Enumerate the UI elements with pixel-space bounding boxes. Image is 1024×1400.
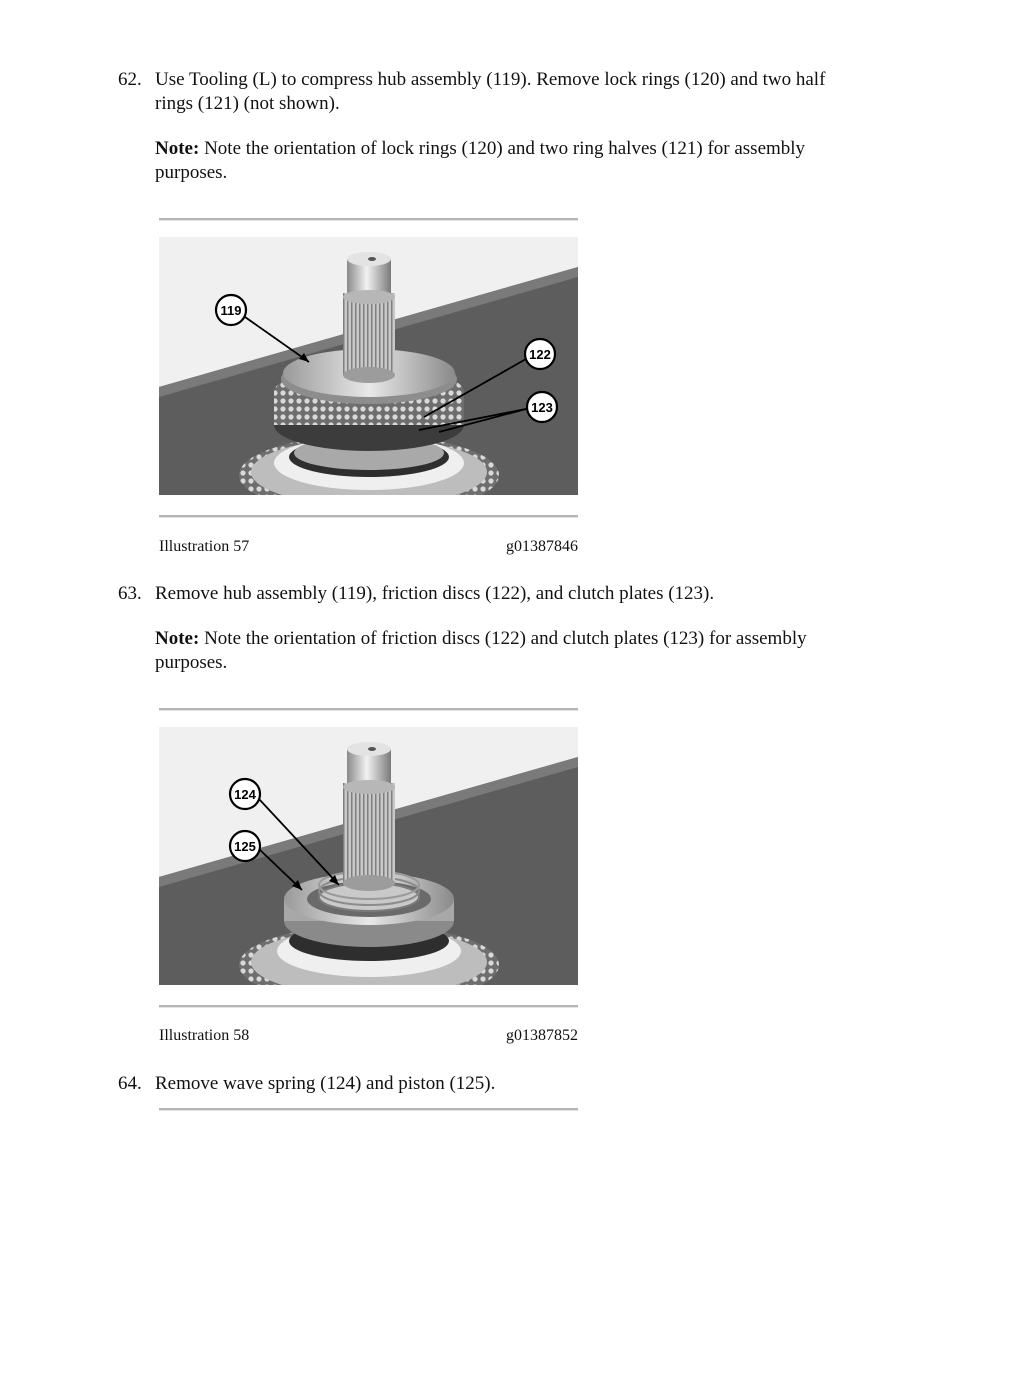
figure-top-rule <box>159 708 578 711</box>
svg-text:125: 125 <box>234 839 256 854</box>
callout-122 <box>525 339 555 369</box>
illustration-id: g01387852 <box>506 1027 578 1044</box>
callout-125 <box>230 831 260 861</box>
illustration-label: Illustration 58 <box>159 1027 250 1044</box>
figure-bottom-rule <box>159 515 578 518</box>
svg-text:119: 119 <box>220 303 242 318</box>
svg-text:123: 123 <box>531 400 553 415</box>
step-number: 62. <box>118 69 142 90</box>
step-text: Use Tooling (L) to compress hub assembly (119). Remove lock rings (120) and two half <box>155 69 826 90</box>
note-label: Note: <box>155 138 200 159</box>
step-text-continued: rings (121) (not shown). <box>155 93 340 114</box>
svg-text:122: 122 <box>529 347 551 362</box>
svg-text:124: 124 <box>234 787 256 802</box>
figure-bottom-rule <box>159 1005 578 1008</box>
step-text: Remove wave spring (124) and piston (125). <box>155 1073 496 1094</box>
note-63 <box>155 627 895 651</box>
callout-123 <box>527 392 557 422</box>
note-text-continued: purposes. <box>155 162 228 183</box>
callout-119 <box>216 295 246 325</box>
step-text: Remove hub assembly (119), friction discs (122), and clutch plates (123). <box>155 583 715 604</box>
illustration-57-image <box>159 237 578 495</box>
note-label: Note: <box>155 628 200 649</box>
callout-124 <box>230 779 260 809</box>
illustration-58-image <box>159 727 578 985</box>
note-text: Note the orientation of friction discs (122) and clutch plates (123) for assembly <box>199 628 807 649</box>
step-number: 63. <box>118 583 142 604</box>
illustration-id: g01387846 <box>506 538 578 555</box>
note-text: Note the orientation of lock rings (120) and two ring halves (121) for assembly <box>199 138 806 159</box>
note-62 <box>155 137 895 161</box>
figure-top-rule <box>159 218 578 221</box>
note-text-continued: purposes. <box>155 652 228 673</box>
illustration-label: Illustration 57 <box>159 538 250 555</box>
section-rule <box>159 1108 578 1111</box>
step-number: 64. <box>118 1073 142 1094</box>
